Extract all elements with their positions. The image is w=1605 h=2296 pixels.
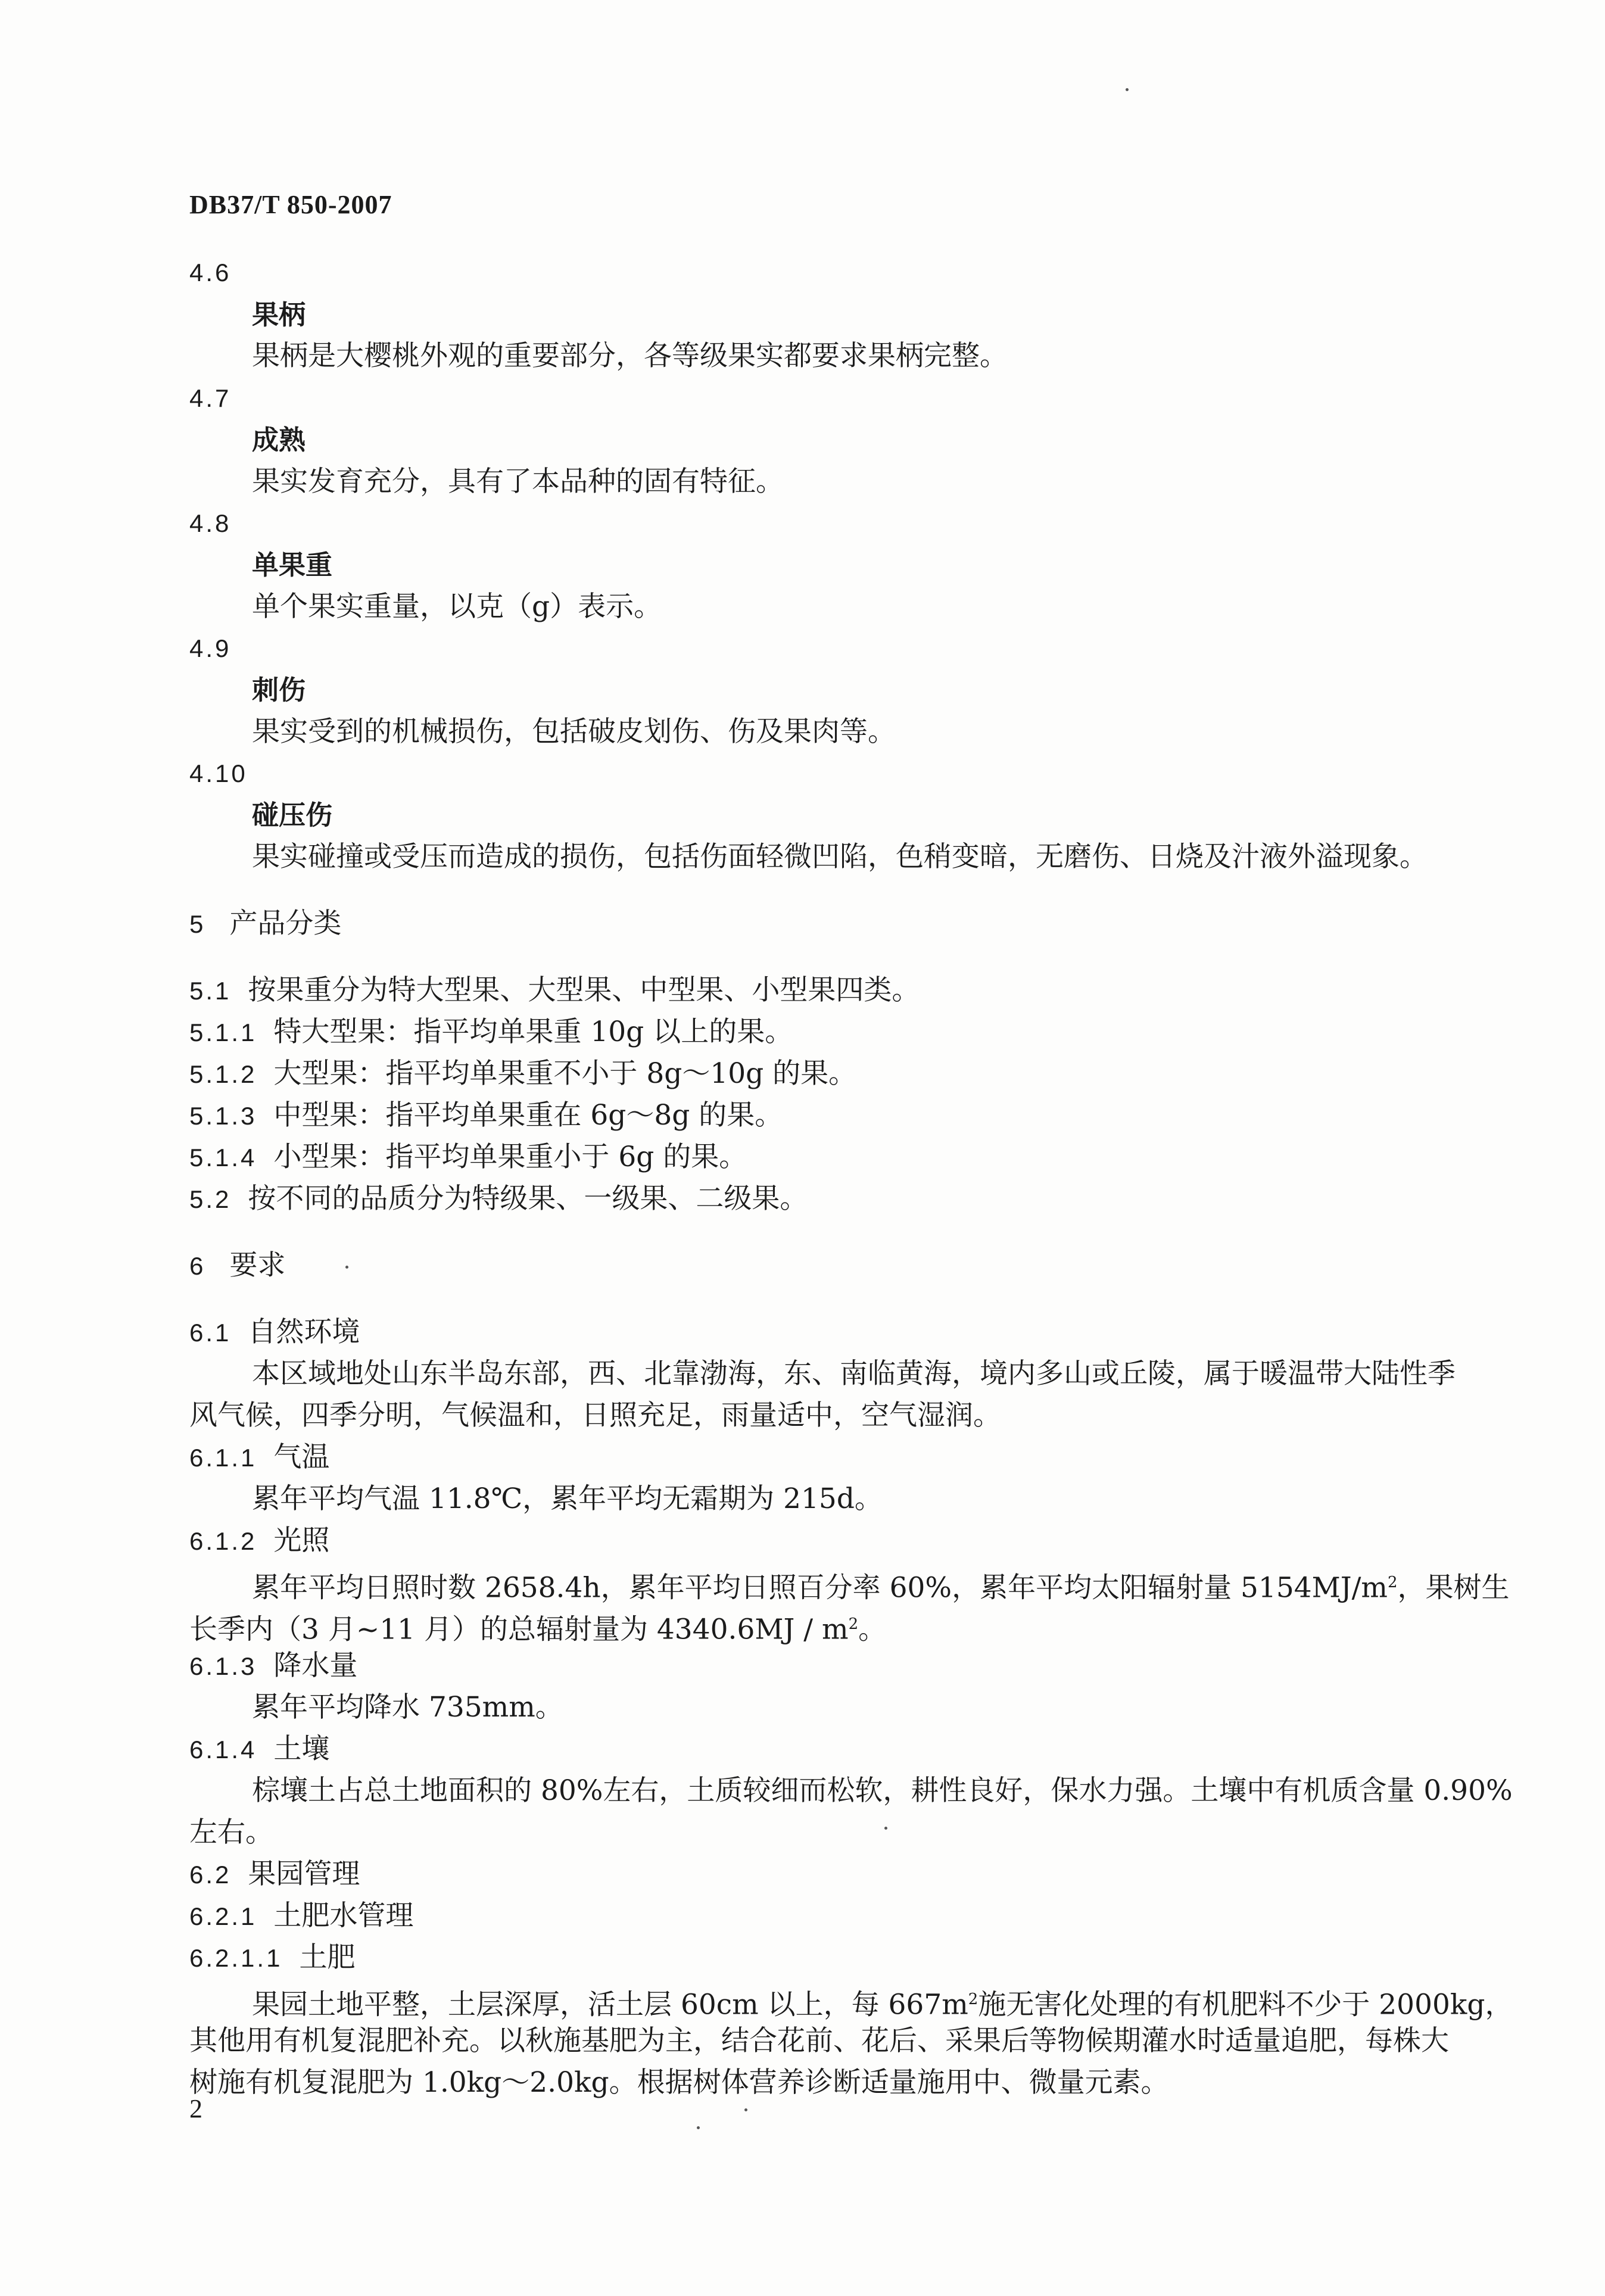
scan-speck	[884, 1827, 887, 1830]
term-definition: 果实受到的机械损伤，包括破皮划伤、伤及果肉等。	[252, 715, 896, 748]
paragraph-line: 棕壤土占总土地面积的 80%左右，土质较细而松软，耕性良好，保水力强。土壤中有机质含量 0.90%	[252, 1774, 1513, 1807]
clause-title: 土肥水管理	[273, 1899, 414, 1932]
term-definition: 果实碰撞或受压而造成的损伤，包括伤面轻微凹陷，色稍变暗，无磨伤、日烧及汁液外溢现象。	[252, 840, 1428, 873]
paragraph-line	[252, 1982, 1513, 2023]
term-number: 4.7	[189, 384, 232, 412]
paragraph-line: 树施有机复混肥为 1.0kg～2.0kg。根据树体营养诊断适量施用中、微量元素。	[189, 2066, 1169, 2099]
paragraph-line	[252, 1565, 1510, 1606]
clause-number: 6.1.1	[189, 1444, 257, 1472]
clause	[189, 1139, 747, 1176]
clause-number: 6.2.1	[189, 1902, 257, 1930]
subsection-heading	[189, 1898, 413, 1934]
term-definition: 单个果实重量，以克（g）表示。	[252, 590, 662, 623]
section-heading	[189, 906, 341, 942]
clause	[189, 973, 920, 1009]
clause-text: 中型果：指平均单果重在 6g～8g 的果。	[273, 1099, 783, 1132]
clause	[189, 1181, 808, 1217]
subsection-heading	[189, 1314, 360, 1351]
clause-number: 5.1	[189, 977, 232, 1005]
term-definition: 果实发育充分，具有了本品种的固有特征。	[252, 465, 784, 498]
subsection-heading	[189, 1856, 360, 1893]
section-number: 6	[189, 1252, 206, 1280]
superscript: 2	[848, 1615, 859, 1633]
clause-number: 6.1.4	[189, 1736, 257, 1764]
page-number: 2	[189, 2094, 202, 2123]
text-run: 累年平均日照时数 2658.4h，累年平均日照百分率 60%，累年平均太阳辐射量 5154MJ/m	[252, 1571, 1388, 1605]
clause-number: 5.1.2	[189, 1060, 257, 1088]
clause-number: 6.2	[189, 1861, 232, 1889]
clause-text: 按不同的品质分为特级果、一级果、二级果。	[248, 1182, 808, 1215]
section-title: 要求	[229, 1249, 286, 1282]
text-run: ，果树生	[1397, 1571, 1510, 1605]
clause-number: 6.1.2	[189, 1527, 257, 1555]
subsection-heading	[189, 1440, 329, 1476]
clause-number: 6.2.1.1	[189, 1944, 283, 1972]
paragraph-line	[189, 1606, 886, 1648]
superscript: 2	[968, 1990, 978, 2008]
clause-text: 小型果：指平均单果重小于 6g 的果。	[273, 1141, 747, 1173]
clause-title: 土肥	[299, 1941, 356, 1974]
clause	[189, 1056, 856, 1092]
paragraph-line: 累年平均气温 11.8℃，累年平均无霜期为 215d。	[252, 1482, 883, 1515]
superscript: 2	[1388, 1574, 1398, 1591]
clause-title: 光照	[273, 1524, 330, 1557]
term-number: 4.6	[189, 258, 232, 286]
clause-title: 自然环境	[248, 1316, 360, 1348]
scan-speck	[345, 1266, 348, 1269]
scan-speck	[744, 2108, 747, 2111]
clause	[189, 1014, 793, 1051]
clause-title: 土壤	[273, 1733, 330, 1765]
term-title: 果柄	[252, 299, 306, 331]
term-number: 4.10	[189, 759, 248, 787]
clause-number: 6.1.3	[189, 1652, 257, 1680]
clause-text: 按果重分为特大型果、大型果、中型果、小型果四类。	[248, 974, 920, 1007]
section-number: 5	[189, 910, 206, 938]
text-run: 长季内（3 月~11 月）的总辐射量为 4340.6MJ / m	[189, 1613, 849, 1646]
term-title: 成熟	[252, 424, 306, 456]
clause-number: 5.1.1	[189, 1018, 257, 1046]
scan-speck	[697, 2126, 700, 2129]
term-title: 刺伤	[252, 674, 306, 706]
clause-number: 5.2	[189, 1185, 232, 1213]
section-title: 产品分类	[229, 907, 342, 940]
clause-title: 气温	[273, 1441, 330, 1473]
clause-number: 5.1.4	[189, 1144, 257, 1172]
subsection-heading	[189, 1523, 329, 1559]
clause	[189, 1098, 783, 1134]
clause-text: 特大型果：指平均单果重 10g 以上的果。	[273, 1015, 793, 1048]
section-heading	[189, 1248, 285, 1284]
term-number: 4.8	[189, 509, 232, 537]
clause-number: 6.1	[189, 1319, 232, 1347]
standard-number: DB37/T 850-2007	[189, 190, 392, 219]
subsection-heading	[189, 1648, 357, 1684]
term-title: 单果重	[252, 549, 333, 581]
text-run: 施无害化处理的有机肥料不少于 2000kg，	[978, 1988, 1513, 2021]
term-number: 4.9	[189, 634, 232, 662]
paragraph-line: 本区域地处山东半岛东部，西、北靠渤海，东、南临黄海，境内多山或丘陵，属于暖温带大陆性季	[252, 1357, 1456, 1390]
clause-title: 降水量	[273, 1649, 358, 1682]
subsection-heading	[189, 1940, 355, 1976]
paragraph-line: 左右。	[189, 1816, 273, 1849]
scan-speck	[1126, 88, 1129, 91]
paragraph-line: 累年平均降水 735mm。	[252, 1691, 563, 1724]
paragraph-line: 风气候，四季分明，气候温和，日照充足，雨量适中，空气湿润。	[189, 1399, 1001, 1432]
subsection-heading	[189, 1731, 329, 1768]
term-definition: 果柄是大樱桃外观的重要部分，各等级果实都要求果柄完整。	[252, 339, 1008, 372]
text-run: 果园土地平整，土层深厚，活土层 60cm 以上，每 667m	[252, 1988, 968, 2021]
paragraph-line: 其他用有机复混肥补充。以秋施基肥为主，结合花前、花后、采果后等物候期灌水时适量追肥，每株大	[189, 2024, 1449, 2057]
term-title: 碰压伤	[252, 799, 333, 831]
text-run: 。	[858, 1613, 887, 1646]
clause-text: 大型果：指平均单果重不小于 8g～10g 的果。	[273, 1057, 857, 1090]
clause-number: 5.1.3	[189, 1102, 257, 1130]
clause-title: 果园管理	[248, 1858, 360, 1890]
